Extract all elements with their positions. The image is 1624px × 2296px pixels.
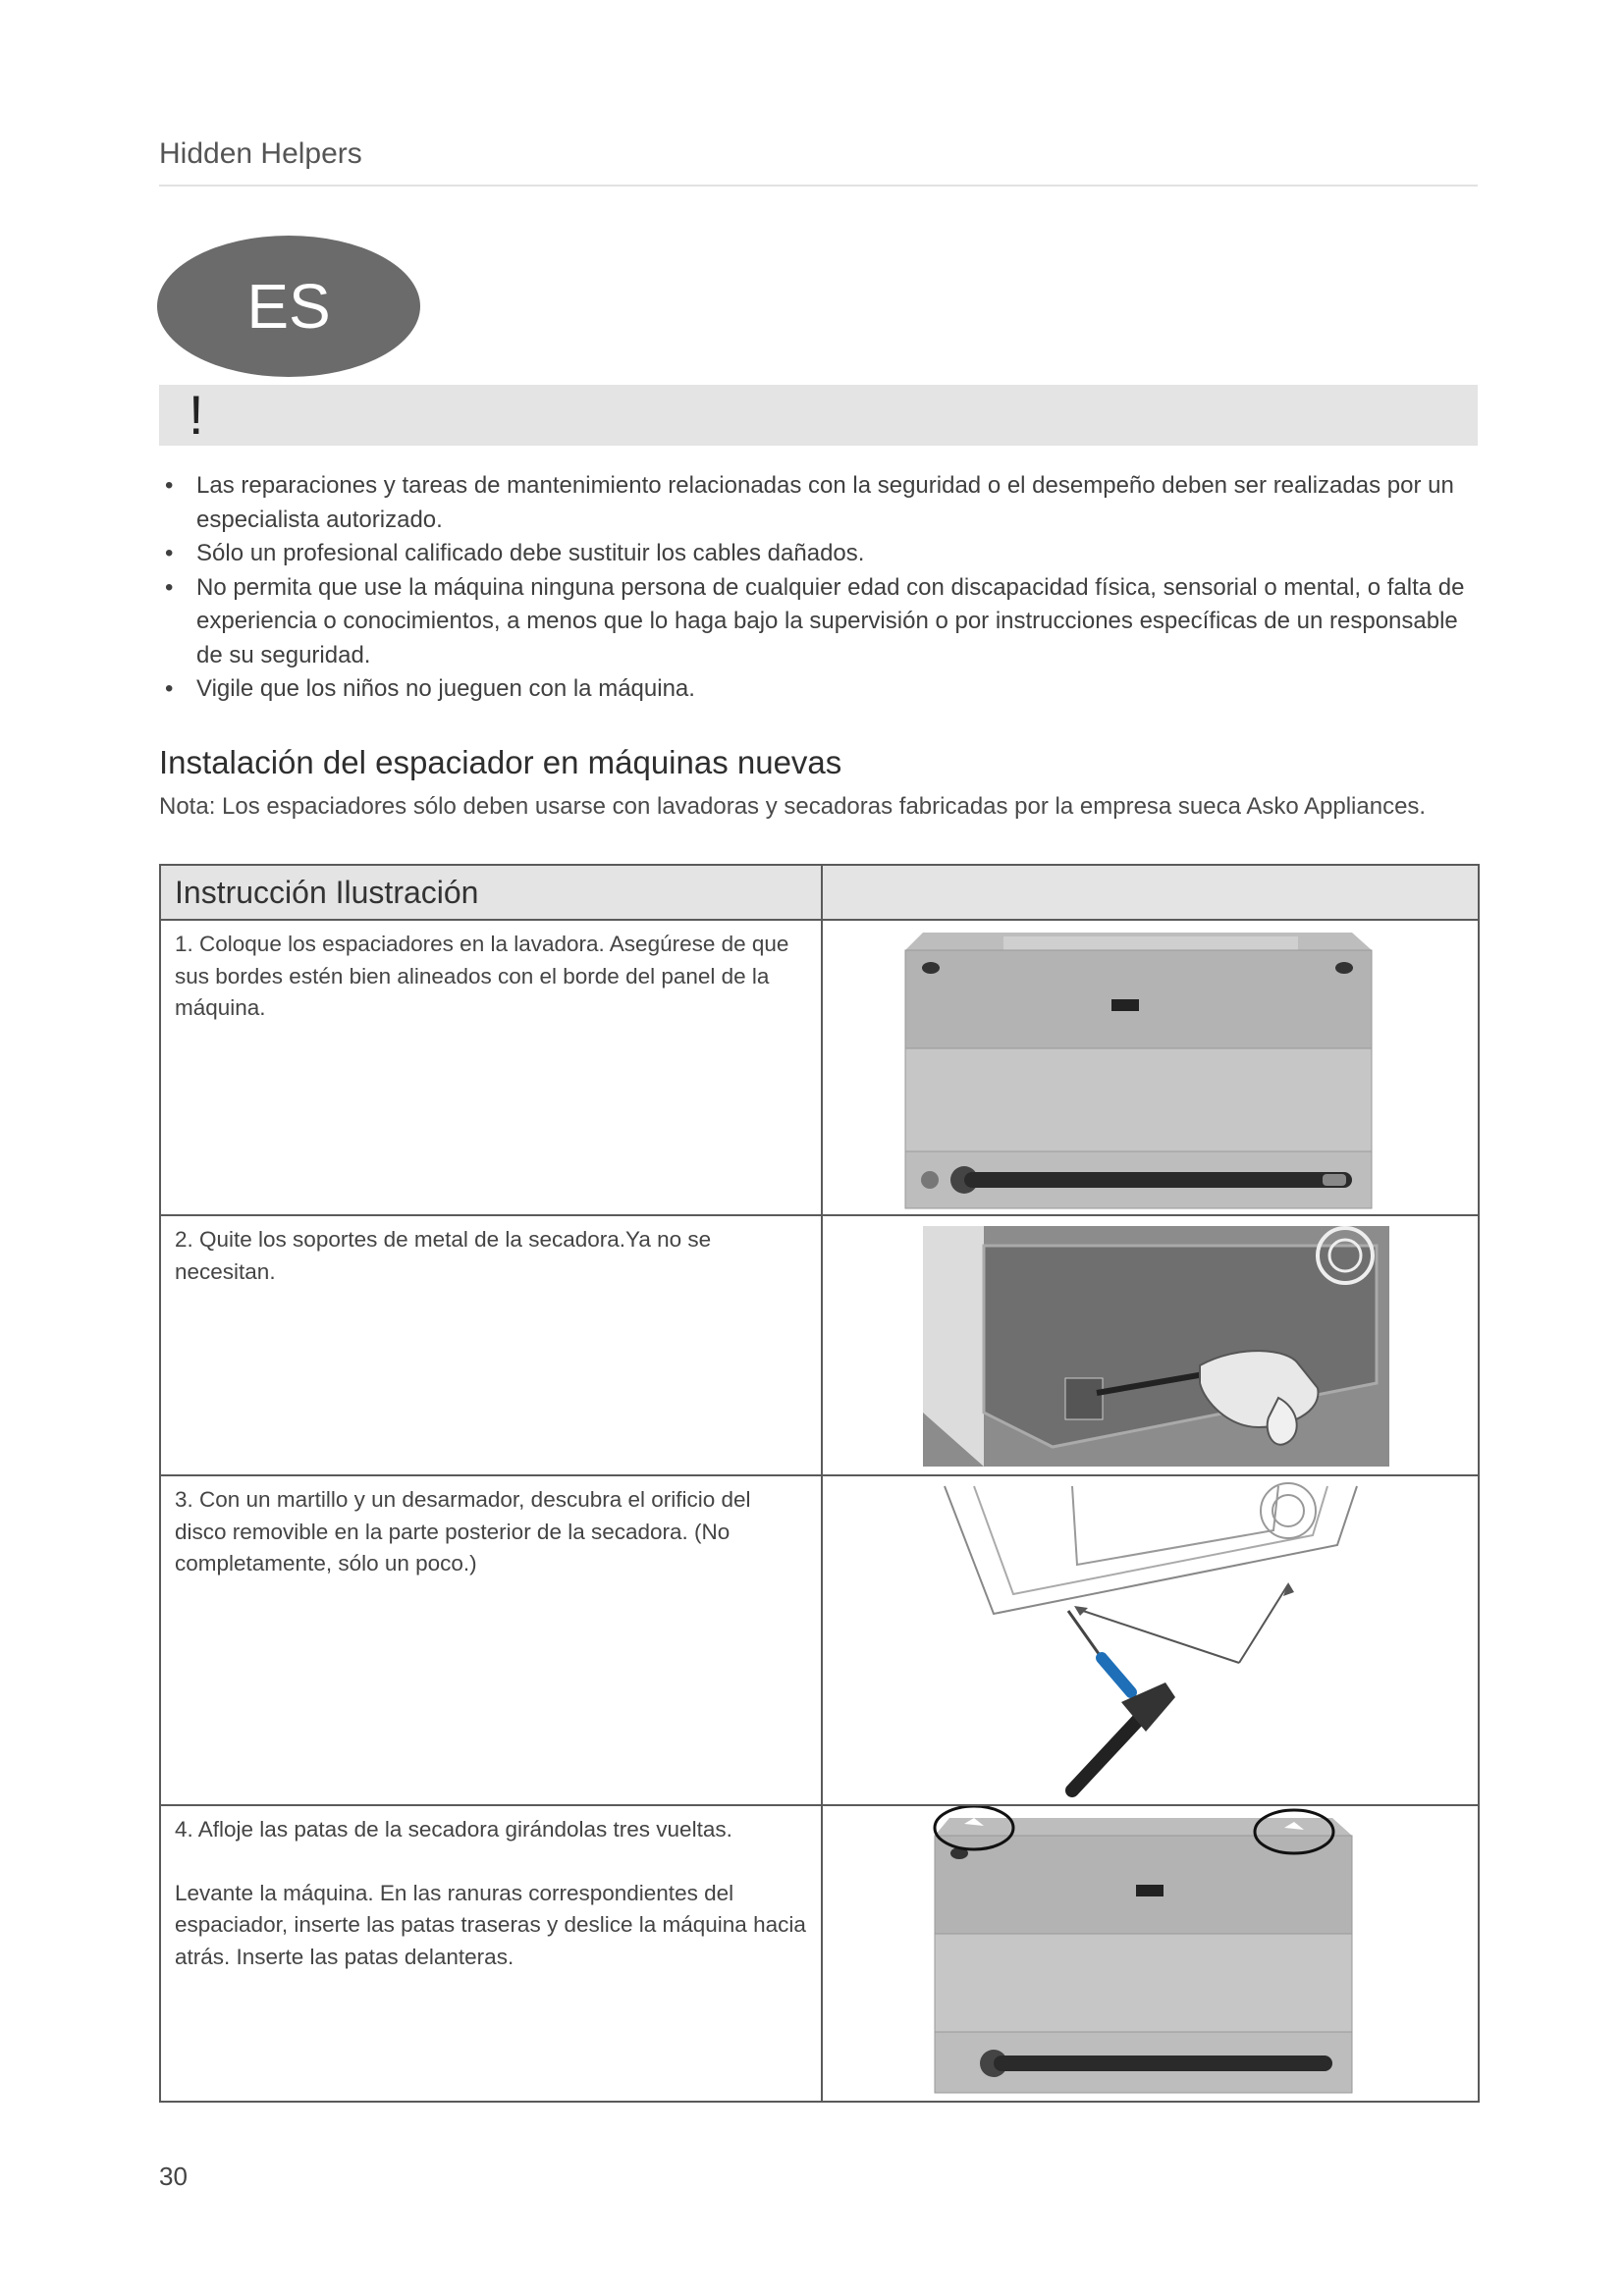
section-note: Nota: Los espaciadores sólo deben usarse con lavadoras y secadoras fabricadas por la empresa sueca Asko Appliances. xyxy=(159,793,1427,820)
warning-list-item: • No permita que use la máquina ninguna persona de cualquier edad con discapacidad física, sensorial o mental, o falta de experiencia o conocimientos, a menos que lo haga bajo la supervisión o por instrucciones específicas de un responsable de su seguridad. xyxy=(165,573,1465,668)
warning-list xyxy=(165,469,1471,707)
remove-metal-brackets-illustration xyxy=(827,1216,1475,1471)
step-4-text: 4. Afloje las patas de la secadora girándolas tres vueltas. Levante la máquina. En las ranuras correspondientes del espaciador, inserte las patas traseras y deslice la máquina hacia atrás. Inserte las patas delanteras. xyxy=(160,1805,822,2102)
warning-bar xyxy=(159,385,1478,446)
warning-list-item: • Sólo un profesional calificado debe sustituir los cables dañados. xyxy=(165,540,865,566)
page-number: 30 xyxy=(159,2162,188,2191)
warning-list-item: • Vigile que los niños no jueguen con la máquina. xyxy=(165,675,695,702)
hammer-and-screwdriver-illustration xyxy=(827,1476,1475,1800)
header-divider xyxy=(159,185,1478,187)
table-row xyxy=(160,1475,1479,1805)
warning-list-item: • Las reparaciones y tareas de mantenimiento relacionadas con la seguridad o el desempeño deben ser realizadas por un especialista autorizado. xyxy=(165,472,1454,533)
table-header-row xyxy=(160,865,1479,920)
section-title: Instalación del espaciador en máquinas nuevas xyxy=(159,744,842,780)
language-badge: ES xyxy=(157,236,420,377)
step-1-illustration-cell xyxy=(822,920,1479,1215)
table-row xyxy=(160,1805,1479,2102)
washer-with-spacer-illustration xyxy=(827,921,1475,1211)
step-2-illustration-cell xyxy=(822,1215,1479,1475)
table-header-instruction: Instrucción Ilustración xyxy=(160,865,822,920)
table-row xyxy=(160,920,1479,1215)
step-4-illustration-cell xyxy=(822,1805,1479,2102)
step-2-text: 2. Quite los soportes de metal de la secadora.Ya no se necesitan. xyxy=(160,1215,822,1475)
table-row xyxy=(160,1215,1479,1475)
spacer-slots-circled-illustration xyxy=(827,1806,1475,2098)
instruction-table xyxy=(159,864,1480,2103)
step-1-text: 1. Coloque los espaciadores en la lavadora. Asegúrese de que sus bordes estén bien alineados con el borde del panel de la máquina. xyxy=(160,920,822,1215)
step-3-text: 3. Con un martillo y un desarmador, descubra el orificio del disco removible en la parte posterior de la secadora. (No completamente, sólo un poco.) xyxy=(160,1475,822,1805)
page-header-title: Hidden Helpers xyxy=(159,137,362,170)
table-header-illustration xyxy=(822,865,1479,920)
step-3-illustration-cell xyxy=(822,1475,1479,1805)
warning-exclamation-icon: ! xyxy=(189,384,204,446)
